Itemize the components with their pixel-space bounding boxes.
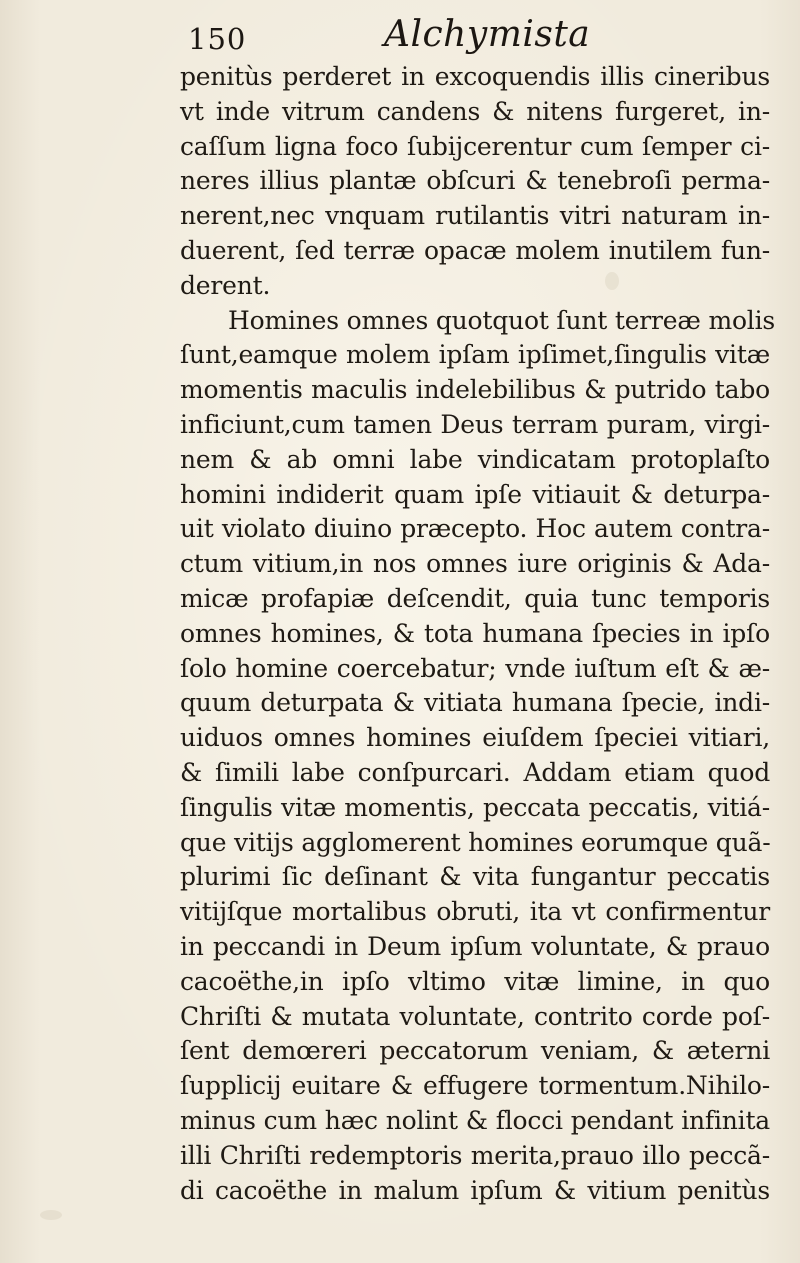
text-line: di cacoëthe in malum ipſum & vitium penitùs [180,1175,770,1205]
text-line: ctum vitium,in nos omnes iure originis & Ada- [180,549,770,579]
running-title: Alchymista [384,14,591,55]
text-line: illi Chriſti redemptoris merita,prauo illo peccã- [180,1140,770,1170]
body-text [180,60,776,1208]
text-line: quum deturpata & vitiata humana ſpecie, indi- [180,688,770,718]
text-line: nem & ab omni labe vindicatam protoplaſto [180,444,770,474]
text-line: inficiunt,cum tamen Deus terram puram, virgi- [180,409,770,439]
text-line: penitùs perderet in excoquendis illis cineribus [180,62,770,91]
text-line: ſupplicij euitare & effugere tormentum.Nihilo- [180,1071,770,1101]
text-line: minus cum hæc nolint & flocci pendant infinita [180,1105,770,1135]
text-line: uit violato diuino præcepto. Hoc autem contra- [180,514,770,544]
paper-stain [40,1210,62,1220]
text-line: derent. [180,270,271,300]
text-line: & ſimili labe conſpurcari. Addam etiam quod [180,757,770,787]
text-line: homini indiderit quam ipſe vitiauit & deturpa- [180,479,770,509]
text-line: ſent demœreri peccatorum veniam, & æterni [180,1036,770,1066]
text-line: ſingulis vitæ momentis, peccata peccatis, vitiá- [180,792,770,822]
text-line: duerent, ſed terræ opacæ molem inutilem fun- [180,235,770,265]
text-line: vitijſque mortalibus obruti, ita vt confirmentur [180,897,770,927]
text-line: vt inde vitrum candens & nitens furgeret, in- [180,96,770,126]
text-line: neres illius plantæ obſcuri & tenebroſi perma- [180,166,770,196]
page-header [188,8,748,68]
page-number: 150 [188,22,247,56]
text-line: omnes homines, & tota humana ſpecies in ipſo [180,618,770,648]
text-line: in peccandi in Deum ipſum voluntate, & prauo [180,931,770,961]
text-line: uiduos omnes homines eiuſdem ſpeciei vitiari, [180,723,770,753]
text-line: momentis maculis indelebilibus & putrido tabo [180,375,770,405]
paper-stain [605,272,619,290]
text-line: ſolo homine coercebatur; vnde iuſtum eſt & æ- [180,653,770,683]
text-line: ſunt,eamque molem ipſam ipſimet,ſingulis vitæ [180,340,770,370]
text-line: cacoëthe,in ipſo vltimo vitæ limine, in quo [180,966,770,996]
text-line: Chriſti & mutata voluntate, contrito corde poſ- [180,1001,770,1031]
text-line: micæ profapiæ deſcendit, quia tunc temporis [180,583,770,613]
paragraph-first-line: Homines omnes quotquot ſunt terreæ molis [228,305,776,335]
text-line: que vitijs agglomerent homines eorumque quã- [180,827,771,857]
text-line: plurimi ſic deſinant & vita fungantur peccatis [180,862,770,892]
text-line: nerent,nec vnquam rutilantis vitri naturam in- [180,201,770,231]
text-line: caſſum ligna foco ſubijcerentur cum ſemper ci- [180,131,770,161]
